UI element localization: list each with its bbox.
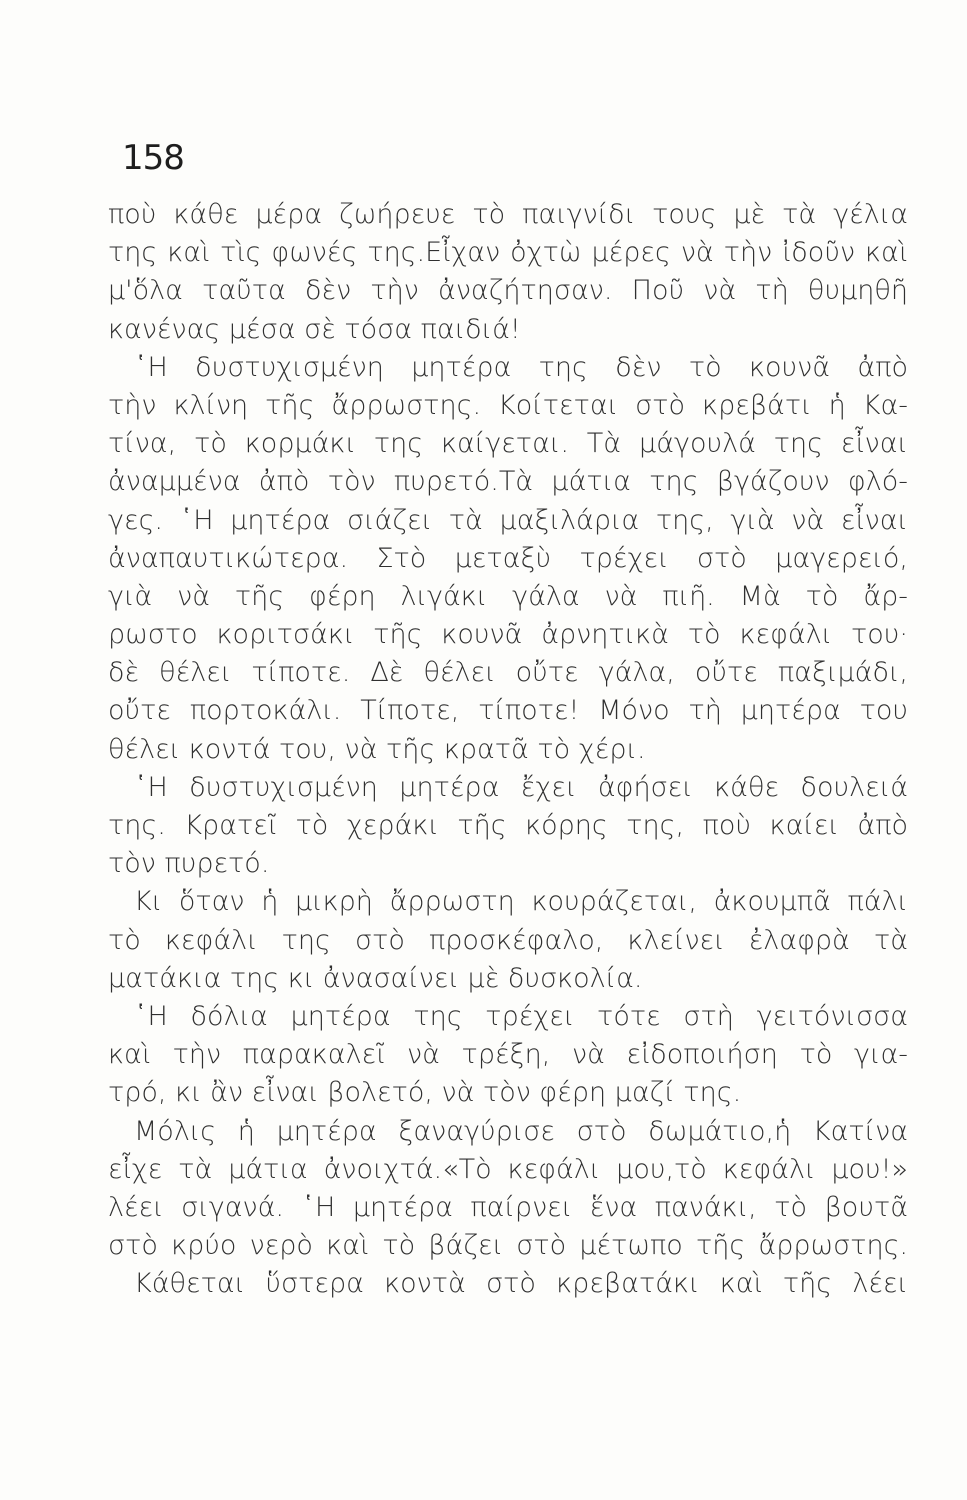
- text-line: θέλει κοντά του, νὰ τῆς κρατᾶ τὸ χέρι.: [108, 733, 646, 765]
- text-line: Κάθεται ὕστερα κοντὰ στὸ κρεβατάκι καὶ τῆς λέει: [134, 1268, 908, 1300]
- text-line: τὴν κλίνη τῆς ἄρρωστης. Κοίτεται στὸ κρεβάτι ἡ Κα-: [108, 389, 908, 421]
- text-line: τρό, κι ἂν εἶναι βολετό, νὰ τὸν φέρη μαζί της.: [108, 1077, 742, 1109]
- body-text: [108, 196, 908, 1303]
- text-line: δὲ θέλει τίποτε. Δὲ θέλει οὔτε γάλα, οὔτε παξιμάδι,: [108, 657, 908, 689]
- text-line: της καὶ τὶς φωνές της.Εἶχαν ὀχτὼ μέρες νὰ τὴν ἰδοῦν καὶ: [108, 237, 908, 269]
- text-line: στὸ κρύο νερὸ καὶ τὸ βάζει στὸ μέτωπο τῆς ἄρρωστης.: [108, 1230, 908, 1262]
- text-line: Κι ὅταν ἡ μικρὴ ἄρρωστη κουράζεται, ἀκουμπᾶ πάλι: [134, 886, 908, 918]
- text-line: γες. ῾Η μητέρα σιάζει τὰ μαξιλάρια της, γιὰ νὰ εἶναι: [108, 504, 908, 536]
- text-line: Μόλις ἡ μητέρα ξαναγύρισε στὸ δωμάτιο,ἡ Κατίνα: [134, 1115, 908, 1147]
- text-line: ρωστο κοριτσάκι τῆς κουνᾶ ἀρνητικὰ τὸ κεφάλι του·: [108, 619, 908, 651]
- text-line: εἶχε τὰ μάτια ἀνοιχτά.«Τὸ κεφάλι μου,τὸ κεφάλι μου!»: [108, 1153, 908, 1185]
- text-line: της. Κρατεῖ τὸ χεράκι τῆς κόρης της, ποὺ καίει ἀπὸ: [108, 810, 908, 841]
- text-line: τὸ κεφάλι της στὸ προσκέφαλο, κλείνει ἐλαφρὰ τὰ: [108, 924, 908, 956]
- text-line: ῾Η δόλια μητέρα της τρέχει τότε στὴ γειτόνισσα: [134, 1000, 908, 1032]
- text-line: ματάκια της κι ἀνασαίνει μὲ δυσκολία.: [108, 962, 643, 994]
- text-line: ἀναμμένα ἀπὸ τὸν πυρετό.Τὰ μάτια της βγάζουν φλό-: [108, 466, 908, 498]
- text-line: ποὺ κάθε μέρα ζωήρευε τὸ παιγνίδι τους μὲ τὰ γέλια: [108, 199, 908, 230]
- text-line: ῾Η δυστυχισμένη μητέρα ἔχει ἀφήσει κάθε δουλειά: [134, 771, 908, 803]
- text-line: καὶ τὴν παρακαλεῖ νὰ τρέξη, νὰ εἰδοποιήση τὸ για-: [108, 1039, 908, 1071]
- text-line: τὸν πυρετό.: [108, 848, 270, 880]
- text-line: ῾Η δυστυχισμένη μητέρα της δὲν τὸ κουνᾶ ἀπὸ: [134, 351, 908, 383]
- text-line: μ'ὅλα ταῦτα δὲν τὴν ἀναζήτησαν. Ποῦ νὰ τὴ θυμηθῆ: [108, 275, 908, 307]
- text-line: ἀναπαυτικώτερα. Στὸ μεταξὺ τρέχει στὸ μαγερειό,: [108, 542, 908, 574]
- page-number: 158: [122, 138, 184, 178]
- text-line: γιὰ νὰ τῆς φέρη λιγάκι γάλα νὰ πιῆ. Μὰ τὸ ἄρ-: [108, 580, 908, 612]
- text-line: τίνα, τὸ κορμάκι της καίγεται. Τὰ μάγουλά της εἶναι: [108, 428, 908, 460]
- text-line: λέει σιγανά. ῾Η μητέρα παίρνει ἕνα πανάκι, τὸ βουτᾶ: [108, 1191, 908, 1223]
- text-line: κανένας μέσα σὲ τόσα παιδιά!: [108, 313, 521, 345]
- text-line: οὔτε πορτοκάλι. Τίποτε, τίποτε! Μόνο τὴ μητέρα του: [108, 695, 908, 727]
